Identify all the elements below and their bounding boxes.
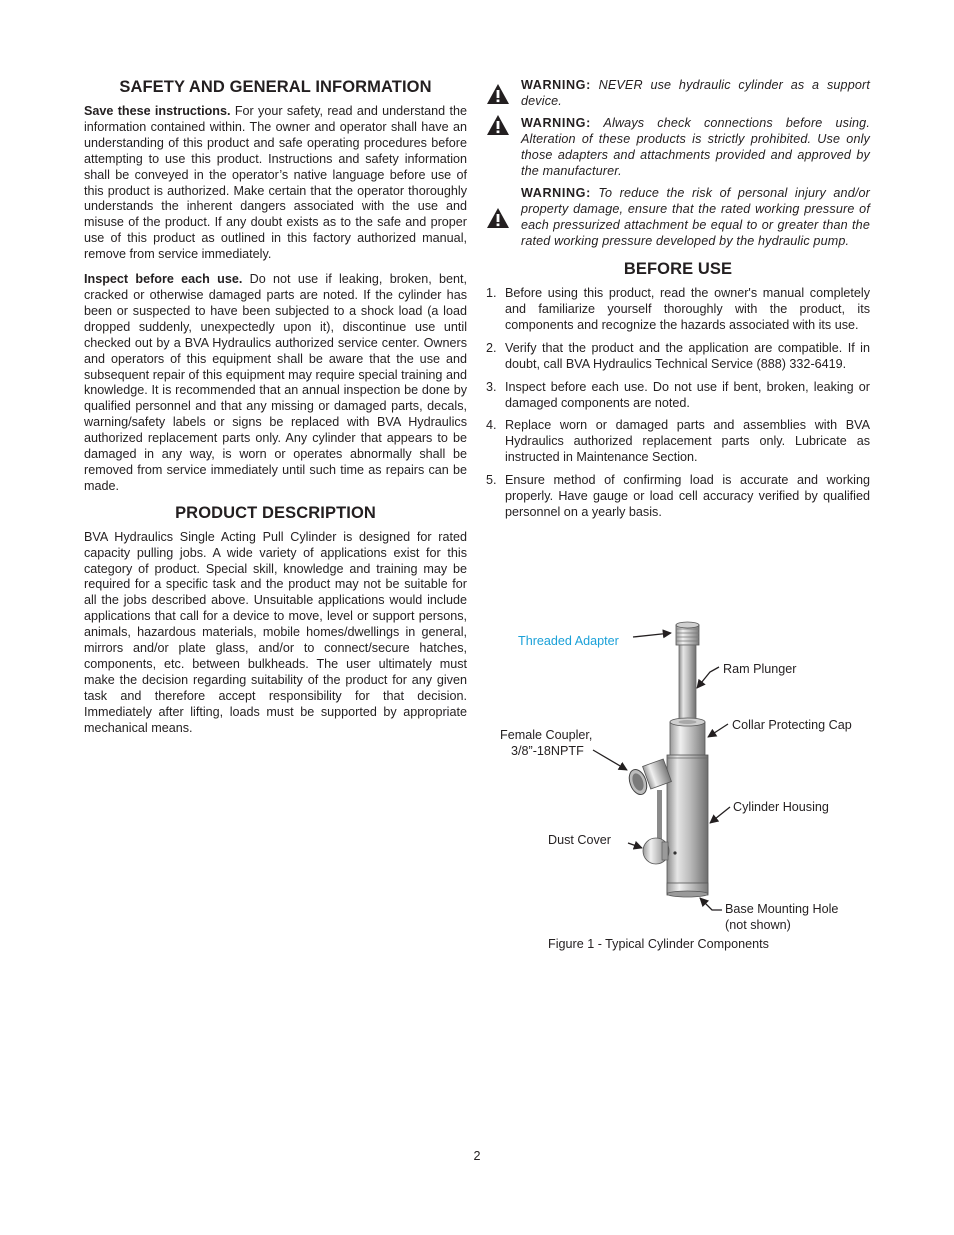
step-number: 2.: [486, 340, 497, 355]
safety-p2-lead: Inspect before each use.: [84, 272, 243, 287]
label-ram-plunger: Ram Plunger: [723, 662, 797, 676]
warning-1-body: NEVER use hydraulic cylinder as a support device.: [521, 78, 870, 108]
step-number: 3.: [486, 379, 497, 394]
step-number: 4.: [486, 418, 497, 433]
step-text: Before using this product, read the owner's manual completely and familiarize yourself thoroughly with the product, its components and recognize the hazards associated with its use.: [505, 286, 870, 332]
before-use-heading: BEFORE USE: [623, 260, 733, 279]
page-number: 2: [473, 1149, 481, 1163]
warning-3-body: To reduce the risk of personal injury and/or property damage, ensure that the rated working pressure of each pressurized attachment be equal to or greater than the rated working pressure developed by the hydraulic pump.: [521, 186, 870, 249]
label-collar-cap: Collar Protecting Cap: [732, 718, 852, 732]
warning-2-body: Always check connections before using. Alteration of these products is strictly prohibited. Use only those adapters and attachments provided and approved by the manufacturer.: [521, 115, 870, 178]
safety-p1-text: For your safety, read and understand the information contained within. The owner and operator shall have an understanding of this product and safe operating procedures before attempting to use this product. Instructions and safety information shall be conveyed in the operator’s native language before use of this product is authorized. Make certain that the operator thoroughly understands the inherent dangers associated with the use and misuse of the product. If any doubt exists as to the safe and proper use of this product as outlined in this factory authorized manual, remove from service immediately.: [84, 104, 467, 262]
step-text: Inspect before each use. Do not use if bent, broken, leaking or damaged components are noted.: [505, 379, 870, 410]
label-dust-cover: Dust Cover: [548, 833, 611, 847]
warning-3-label: WARNING:: [521, 186, 591, 201]
warning-2-label: WARNING:: [521, 115, 591, 130]
threaded-adapter: [676, 622, 699, 645]
figure-caption: Figure 1 - Typical Cylinder Components: [548, 937, 769, 951]
collar-cap: [670, 718, 705, 758]
label-female-coupler-1: Female Coupler,: [500, 728, 593, 742]
female-coupler: [626, 759, 671, 797]
step-text: Verify that the product and the application are compatible. If in doubt, call BVA Hydraulics Technical Service (888) 332-6419.: [505, 340, 870, 371]
label-cylinder-housing: Cylinder Housing: [733, 800, 829, 814]
label-base-hole-2: (not shown): [725, 918, 791, 932]
label-threaded-adapter: Threaded Adapter: [518, 634, 619, 648]
label-base-hole-1: Base Mounting Hole: [725, 902, 839, 916]
step-number: 1.: [486, 286, 497, 301]
safety-p2-text: Do not use if leaking, broken, bent, cracked or otherwise damaged parts are noted. If the cylinder has been or suspected to have been subjected to a shock load (a load dropped suddenly, unexpectedly upon it), discontinue use until checked out by a BVA Hydraulics authorized service center. Owners and operators of this equipment shall be aware that the use and subsequent repair of this equipment may require special training and knowledge. It is recommended that an annual inspection be done by qualified personnel and that any missing or damaged parts, decals, warning/safety labels or signs be replaced with BVA Hydraulics authorized replacement parts only. Any cylinder that appears to be damaged in any way, is worn or operates abnormally shall be removed from service immediately until such time as repairs can be made.: [84, 272, 468, 493]
step-text: Replace worn or damaged parts and assemblies with BVA Hydraulics authorized replacement parts only. Lubricate as instructed in Maintenance Section.: [505, 418, 870, 465]
product-heading: PRODUCT DESCRIPTION: [175, 503, 376, 522]
warning-1-label: WARNING:: [521, 78, 591, 92]
dust-cover: [643, 838, 669, 864]
product-description: BVA Hydraulics Single Acting Pull Cylinder is designed for rated capacity pulling jobs. A wide variety of applications exist for this category of product. Special skill, knowledge and training may be required for a specific task and the product may not be suitable for all the jobs described above. Unsuitable applications would include applications that call for a device to move, level or support persons, animals, hazardous materials, mobile homes/dwellings in general, mirrors and/or plate glass, and/or to connect/secure hatches, components, etc. between bulkheads. The user ultimately must make the decision regarding suitability of the product for any given task and therefore accept responsibility for that decision. Immediately after lifting, loads must be supported by appropriate mechanical means.: [84, 529, 467, 735]
step-number: 5.: [486, 473, 497, 488]
safety-heading: SAFETY AND GENERAL INFORMATION: [119, 78, 432, 96]
ram-plunger: [679, 645, 696, 725]
safety-p1-lead: Save these instructions.: [84, 104, 231, 118]
label-female-coupler-2: 3/8”-18NPTF: [511, 744, 584, 758]
step-text: Ensure method of confirming load is accurate and working properly. Have gauge or load cell accuracy verified by qualified personnel on a yearly basis.: [505, 473, 870, 519]
